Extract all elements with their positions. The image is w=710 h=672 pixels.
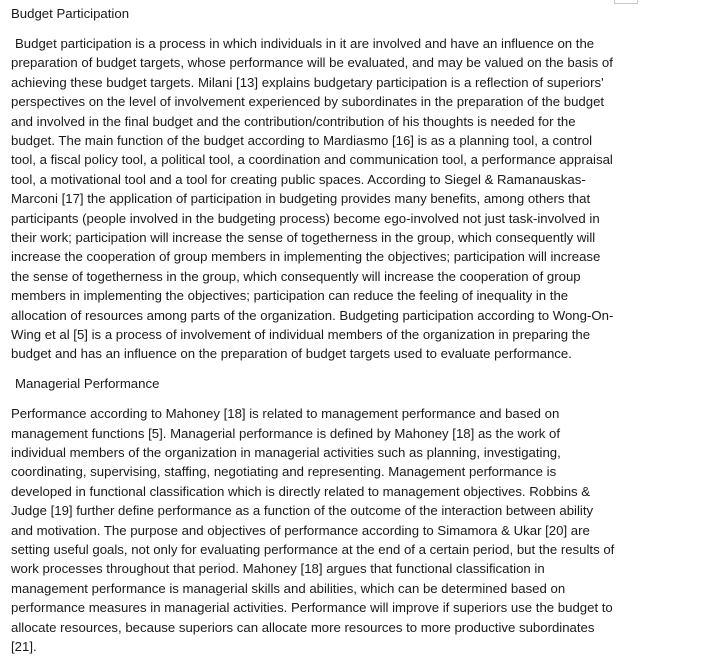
paragraph-budget-participation: Budget participation is a process in which individuals in it are involved and have an influence on the preparation of budget targets, whose performance will be evaluated, and may be valued on the basis of achieving these budget targets. Milani [13] explains budgetary participation is a reflection of superiors' perspectives on the level of involvement experienced by subordinates in the preparation of the budget and involved in the final budget and the contribution/contribution of his thoughts is needed for the budget. The main function of the budget according to Mardiasmo [16] is as a planning tool, a control tool, a fiscal policy tool, a political tool, a coordination and communication tool, a performance appraisal tool, a motivational tool and a tool for creating public spaces. According to Siegel & Ramanauskas-Marconi [17] the application of participation in budgeting provides many benefits, among others that participants (people involved in the budgeting process) become ego-involved not just task-involved in their work; participation will increase the sense of togetherness in the group, which consequently will increase the cooperation of group members in implementing the objectives; participation will increase the sense of togetherness in the group, which consequently will increase the cooperation of group members in implementing the objectives; participation can reduce the feeling of inequality in the allocation of resources among parts of the organization. Budgeting participation according to Wong-On-Wing et al [5] is a process of involvement of individual members of the organization in preparing the budget and has an influence on the preparation of budget targets used to evaluate performance. <box>11 35 614 362</box>
paragraph-spacer <box>11 394 615 405</box>
document-body[interactable] <box>11 4 615 657</box>
section-heading-managerial-performance: Managerial Performance <box>15 376 160 392</box>
paragraph-spacer <box>11 23 615 34</box>
section-heading-budget-participation: Budget Participation <box>11 6 130 21</box>
paragraph-spacer <box>11 364 615 375</box>
page-corner-marker <box>614 0 638 4</box>
paragraph-managerial-performance: Performance according to Mahoney [18] is related to management performance and based on management functions [5]. Managerial performance is defined by Mahoney [18] as the work of individual members of the organization in managerial activities such as planning, investigating, coordinating, supervising, staffing, negotiating and representing. Management performance is developed in functional classification which is directly related to management objectives. Robbins & Judge [19] further define performance as a function of the outcome of the interaction between ability and motivation. The purpose and objectives of performance according to Simamora & Ukar [20] are setting useful goals, not only for evaluating performance at the end of a certain period, but the results of work processes throughout that period. Mahoney [18] argues that functional classification in management performance is managerial skills and abilities, which can be determined based on performance measures in managerial activities. Performance will improve if superiors use the budget to allocate resources, because superiors can allocate more resources to more productive subordinates [21]. <box>11 406 615 655</box>
